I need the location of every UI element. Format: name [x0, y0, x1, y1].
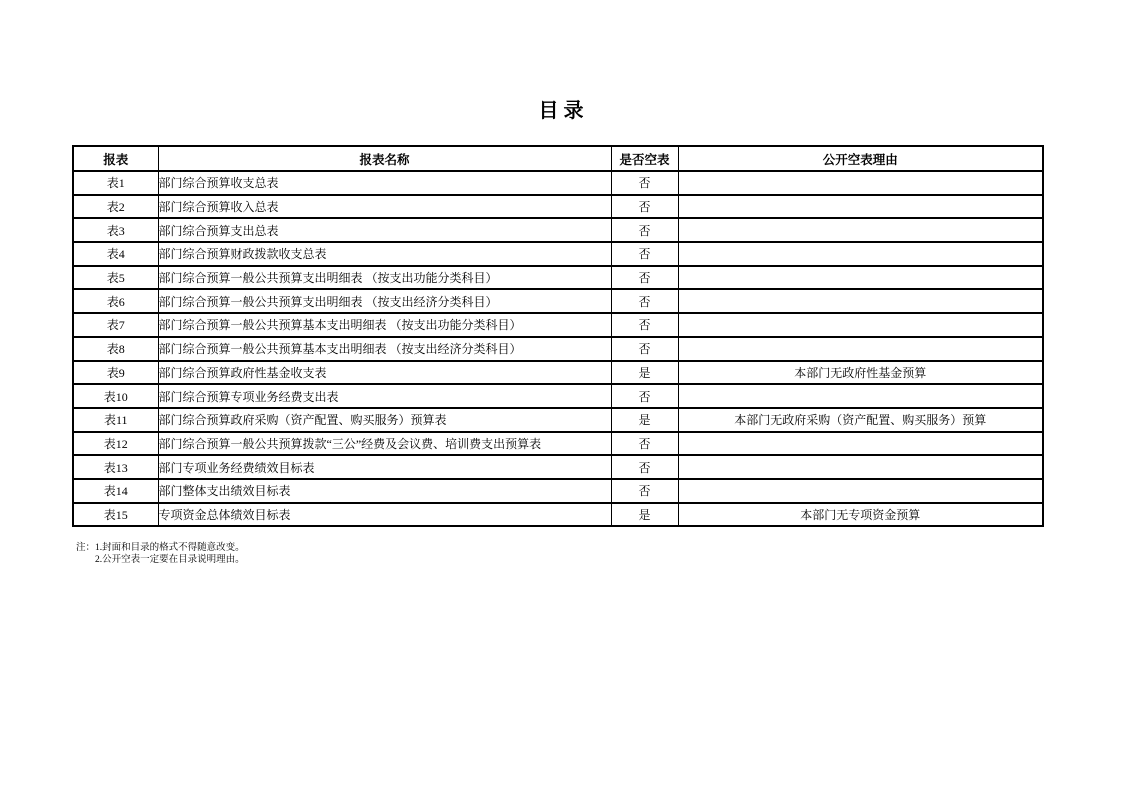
column-header-report-name: 报表名称 [158, 146, 611, 171]
report-name: 部门综合预算政府性基金收支表 [158, 361, 611, 385]
report-name: 部门综合预算支出总表 [158, 218, 611, 242]
note-line-1: 1.封面和目录的格式不得随意改变。 [95, 543, 245, 553]
notes-items [95, 542, 245, 566]
report-empty-reason [678, 242, 1043, 266]
column-header-empty-reason: 公开空表理由 [678, 146, 1043, 171]
report-empty-flag: 否 [611, 195, 678, 219]
toc-table [72, 145, 1044, 527]
report-empty-reason [678, 432, 1043, 456]
report-id: 表15 [73, 503, 158, 527]
table-row [73, 289, 1043, 313]
report-empty-flag: 否 [611, 218, 678, 242]
report-name: 部门综合预算收支总表 [158, 171, 611, 195]
notes [76, 542, 245, 566]
report-empty-reason [678, 218, 1043, 242]
report-empty-reason [678, 384, 1043, 408]
report-name: 部门综合预算一般公共预算基本支出明细表 （按支出功能分类科目） [158, 313, 611, 337]
report-empty-flag: 否 [611, 313, 678, 337]
report-id: 表13 [73, 455, 158, 479]
report-empty-flag: 否 [611, 171, 678, 195]
report-empty-flag: 是 [611, 503, 678, 527]
report-id: 表14 [73, 479, 158, 503]
report-empty-reason: 本部门无专项资金预算 [678, 503, 1043, 527]
note-line-2: 2.公开空表一定要在目录说明理由。 [95, 555, 245, 565]
report-id: 表12 [73, 432, 158, 456]
report-name: 部门综合预算政府采购（资产配置、购买服务）预算表 [158, 408, 611, 432]
report-id: 表3 [73, 218, 158, 242]
table-row [73, 361, 1043, 385]
table-row [73, 455, 1043, 479]
report-id: 表5 [73, 266, 158, 290]
report-name: 部门综合预算一般公共预算基本支出明细表 （按支出经济分类科目） [158, 337, 611, 361]
report-empty-reason [678, 479, 1043, 503]
notes-label: 注： [76, 543, 96, 553]
report-name: 部门专项业务经费绩效目标表 [158, 455, 611, 479]
report-id: 表4 [73, 242, 158, 266]
report-empty-reason [678, 195, 1043, 219]
table-row [73, 313, 1043, 337]
header-row [73, 146, 1043, 171]
column-header-report-id: 报表 [73, 146, 158, 171]
report-empty-reason [678, 455, 1043, 479]
table-row [73, 408, 1043, 432]
table-row [73, 171, 1043, 195]
report-id: 表7 [73, 313, 158, 337]
table-row [73, 479, 1043, 503]
report-empty-flag: 否 [611, 242, 678, 266]
report-empty-flag: 否 [611, 432, 678, 456]
table-row [73, 337, 1043, 361]
report-empty-flag: 是 [611, 361, 678, 385]
report-empty-flag: 否 [611, 455, 678, 479]
report-empty-flag: 否 [611, 289, 678, 313]
report-name: 部门综合预算专项业务经费支出表 [158, 384, 611, 408]
report-id: 表10 [73, 384, 158, 408]
report-empty-reason [678, 266, 1043, 290]
report-id: 表9 [73, 361, 158, 385]
report-empty-flag: 否 [611, 384, 678, 408]
report-empty-reason [678, 289, 1043, 313]
table-row [73, 242, 1043, 266]
report-empty-flag: 是 [611, 408, 678, 432]
report-empty-reason: 本部门无政府采购（资产配置、购买服务）预算 [678, 408, 1043, 432]
report-name: 部门综合预算一般公共预算支出明细表 （按支出功能分类科目） [158, 266, 611, 290]
toc-table-header [73, 146, 1043, 171]
column-header-empty-flag: 是否空表 [611, 146, 678, 171]
report-empty-flag: 否 [611, 479, 678, 503]
table-row [73, 384, 1043, 408]
report-empty-reason: 本部门无政府性基金预算 [678, 361, 1043, 385]
table-row [73, 432, 1043, 456]
report-name: 部门整体支出绩效目标表 [158, 479, 611, 503]
table-row [73, 195, 1043, 219]
page-title: 目录 [538, 100, 589, 122]
report-empty-flag: 否 [611, 337, 678, 361]
report-id: 表8 [73, 337, 158, 361]
report-empty-reason [678, 313, 1043, 337]
report-name: 部门综合预算一般公共预算支出明细表 （按支出经济分类科目） [158, 289, 611, 313]
table-row [73, 266, 1043, 290]
report-name: 专项资金总体绩效目标表 [158, 503, 611, 527]
toc-table-body [73, 171, 1043, 526]
table-row [73, 503, 1043, 527]
report-name: 部门综合预算一般公共预算拨款“三公”经费及会议费、培训费支出预算表 [158, 432, 611, 456]
report-name: 部门综合预算财政拨款收支总表 [158, 242, 611, 266]
report-empty-reason [678, 171, 1043, 195]
report-empty-flag: 否 [611, 266, 678, 290]
report-id: 表6 [73, 289, 158, 313]
report-empty-reason [678, 337, 1043, 361]
report-id: 表1 [73, 171, 158, 195]
report-id: 表11 [73, 408, 158, 432]
table-row [73, 218, 1043, 242]
report-name: 部门综合预算收入总表 [158, 195, 611, 219]
report-id: 表2 [73, 195, 158, 219]
